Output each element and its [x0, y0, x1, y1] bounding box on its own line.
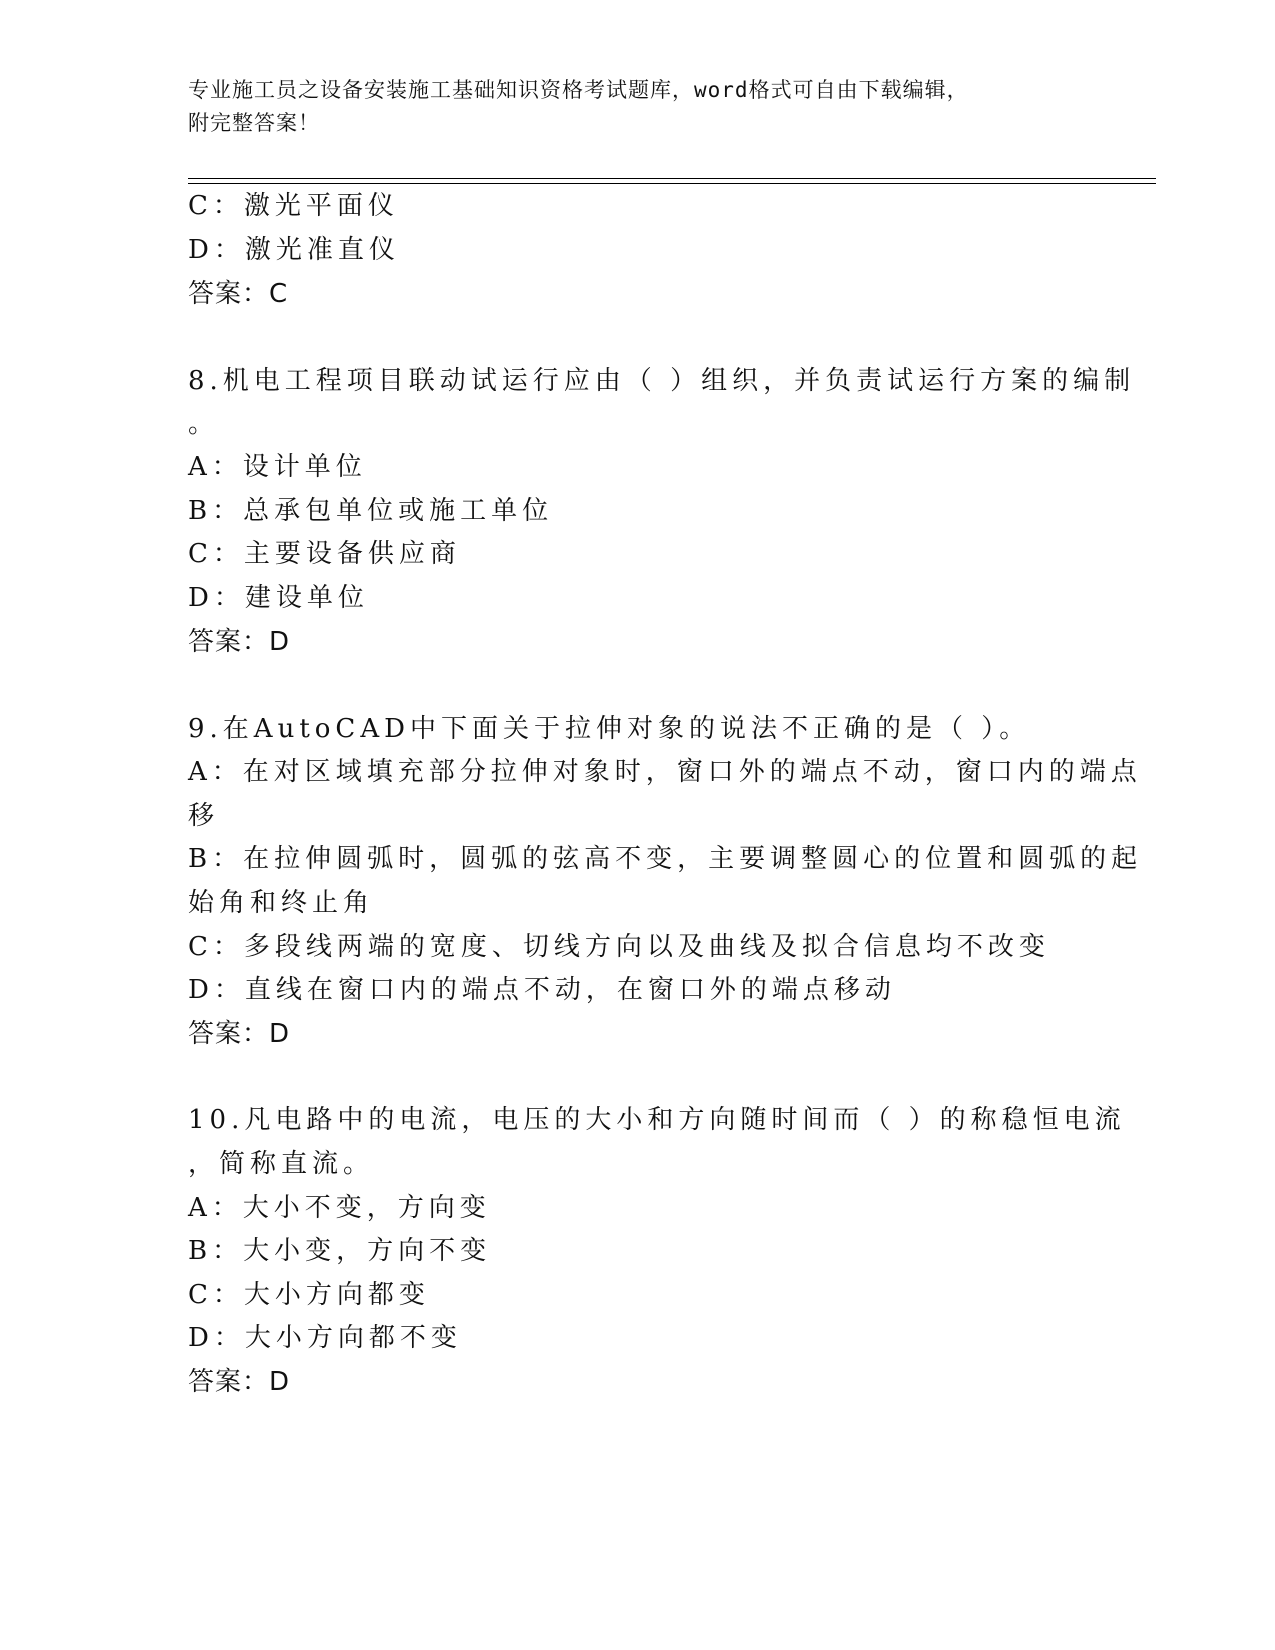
answer-q10: 答案：D	[188, 1367, 291, 1397]
document-header	[188, 74, 1088, 140]
header-line-2: 附完整答案！	[188, 111, 320, 135]
option-c-q8: C：主要设备供应商	[188, 539, 461, 569]
option-c-q7: C：激光平面仪	[188, 191, 399, 221]
option-d-q10: D：大小方向都不变	[188, 1323, 462, 1353]
option-b-q8: B：总承包单位或施工单位	[188, 496, 554, 526]
option-d-q8: D：建设单位	[188, 583, 369, 613]
answer-q9: 答案：D	[188, 1019, 291, 1049]
option-b-q9: B：在拉伸圆弧时，圆弧的弦高不变，主要调整圆心的位置和圆弧的起	[188, 844, 1143, 874]
header-line-1: 专业施工员之设备安装施工基础知识资格考试题库，word格式可自由下载编辑，	[188, 78, 969, 102]
question-10: 10.凡电路中的电流，电压的大小和方向随时间而（ ）的称稳恒电流	[188, 1105, 1126, 1135]
option-a-q8: A：设计单位	[188, 452, 367, 482]
header-divider-top	[188, 178, 1156, 179]
question-9: 9.在AutoCAD中下面关于拉伸对象的说法不正确的是（ ）。	[188, 714, 1031, 744]
answer-q8: 答案：D	[188, 627, 291, 657]
question-8: 8.机电工程项目联动试运行应由（ ）组织，并负责试运行方案的编制	[188, 366, 1136, 396]
option-c-q9: C：多段线两端的宽度、切线方向以及曲线及拟合信息均不改变	[188, 932, 1050, 962]
option-a-q9-cont: 移	[188, 801, 220, 831]
option-d-q9: D：直线在窗口内的端点不动，在窗口外的端点移动	[188, 975, 896, 1005]
question-10-cont: ，简称直流。	[188, 1149, 375, 1179]
option-c-q10: C：大小方向都变	[188, 1280, 430, 1310]
option-a-q10: A：大小不变，方向变	[188, 1193, 491, 1223]
option-b-q10: B：大小变，方向不变	[188, 1236, 492, 1266]
option-b-q9-cont: 始角和终止角	[188, 888, 375, 918]
option-a-q9: A：在对区域填充部分拉伸对象时，窗口外的端点不动，窗口内的端点	[188, 757, 1142, 787]
answer-q7: 答案：C	[188, 279, 289, 309]
header-divider-bottom	[188, 183, 1156, 184]
question-8-cont: 。	[188, 409, 220, 439]
option-d-q7: D：激光准直仪	[188, 235, 400, 265]
